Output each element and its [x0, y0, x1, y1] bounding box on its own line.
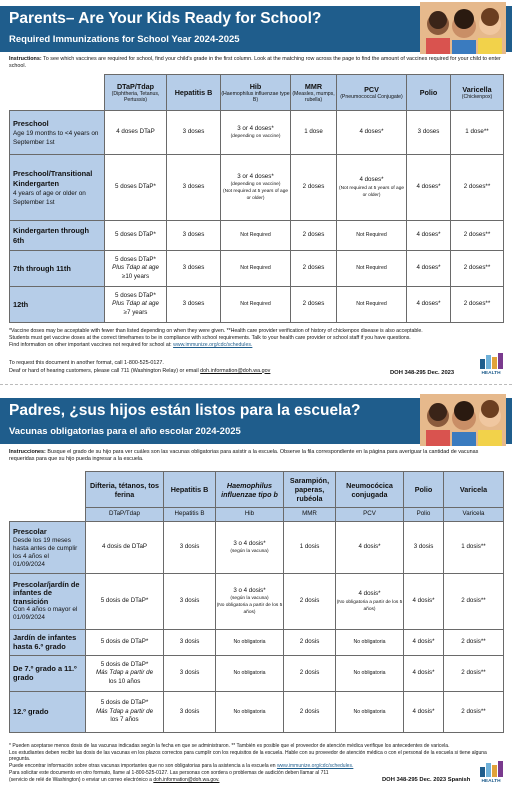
text-label: (servicio de relé de Washington) o enviar un correo electrónico a: [9, 777, 154, 783]
table-cell: 4 dosis de DTaP: [86, 522, 164, 574]
health-logo: [478, 760, 504, 784]
spanish-notes: [9, 743, 503, 769]
document-id: DOH 348-295 Dec. 2023 Spanish: [382, 777, 471, 783]
text-label: Students must get vaccine doses at the correct timeframes to be in compliance with school requirements. Talk to your health care provider or school staff if you have questions.: [9, 335, 411, 342]
text-label: Kindergarten through 6th: [13, 225, 89, 245]
table-cell: 2 dosis: [284, 630, 336, 656]
text-label: Prescolar/jardín de infantes de transición: [13, 579, 80, 606]
email-link[interactable]: doh.information@doh.wa.gov.: [153, 777, 220, 783]
table-row: [10, 574, 504, 630]
text-label: HEALTH: [481, 779, 501, 784]
table-row: [10, 221, 504, 251]
text-label: ≥7 years: [123, 308, 148, 316]
text-label: Varicela: [459, 485, 488, 494]
column-header-dtap: [86, 472, 164, 508]
english-title: Parents– Are Your Kids Ready for School?: [9, 10, 322, 27]
health-logo: [478, 352, 504, 376]
text-label: (Haemophilus influenzae type B): [221, 90, 290, 103]
text-label: Jardín de infantes hasta 6.º grado: [13, 633, 77, 651]
table-cell: No obligatoria: [216, 630, 284, 656]
table-cell: No obligatoria: [336, 656, 404, 692]
table-cell: 3 doses: [407, 111, 451, 155]
text-label: (depending on vaccine): [230, 134, 281, 140]
table-cell: 3 dosis: [164, 692, 216, 733]
table-cell: [10, 630, 86, 656]
text-label: (Measles, mumps, rubella): [292, 90, 335, 103]
table-cell: MMR: [284, 508, 336, 522]
text-label: 4 dosis*: [358, 590, 381, 598]
text-label: MMR: [304, 81, 323, 91]
table-cell: No obligatoria: [336, 692, 404, 733]
text-label: Sarampión, paperas, rubéola: [289, 476, 330, 503]
text-label: 4 years of age or older on September 1st: [13, 189, 86, 206]
table-cell: 4 doses*: [407, 287, 451, 323]
table-cell: 3 doses: [167, 221, 221, 251]
table-cell: 2 doses**: [451, 287, 504, 323]
text-label: 3 o 4 dosis*: [233, 586, 266, 594]
table-row: [10, 155, 504, 221]
text-label: DTaP/Tdap: [116, 81, 154, 91]
table-cell: 2 doses**: [451, 221, 504, 251]
english-instructions: [9, 56, 503, 70]
table-cell: Not Required: [337, 287, 407, 323]
table-cell: [86, 656, 164, 692]
table-row: [10, 656, 504, 692]
english-immunization-table: [9, 74, 504, 323]
english-footer: [9, 360, 389, 375]
divider: [0, 384, 512, 385]
english-notes: [9, 328, 503, 350]
table-cell: [10, 574, 86, 630]
table-cell: [337, 155, 407, 221]
text-label: Prescolar: [13, 526, 47, 536]
text-label: Plus Tdap at age: [112, 264, 159, 272]
table-cell: 3 dosis: [404, 522, 444, 574]
text-label: (Not required at 5 years of age or older): [222, 189, 289, 202]
text-label: Los estudiantes deben recibir las dosis de las vacunas en los plazos correctos para cumplir con los requisitos de la escuela. Hable con su proveedor de atención médica o con el personal de la escuela si tiene alguna pregunta.: [9, 749, 487, 763]
table-cell: Not Required: [337, 221, 407, 251]
column-header-mmr: [284, 472, 336, 508]
column-header-mmr: [291, 75, 337, 111]
text-label: 12.º grado: [13, 707, 49, 716]
table-cell: 2 doses: [291, 287, 337, 323]
text-label: Hib: [249, 81, 262, 91]
table-cell: [86, 692, 164, 733]
column-header-varicella: [444, 472, 504, 508]
text-label: Hepatitis B: [174, 88, 213, 97]
text-label: Polio: [419, 88, 438, 97]
text-label: HEALTH: [481, 371, 501, 376]
text-label: Preschool: [13, 118, 49, 128]
table-cell: 2 dosis**: [444, 574, 504, 630]
table-cell: 5 dosis de DTaP*: [86, 630, 164, 656]
column-header-varicella: [451, 75, 504, 111]
text-label: 5 doses DTaP*: [115, 291, 156, 299]
table-cell: 5 doses DTaP*: [105, 155, 167, 221]
table-cell: 1 dose**: [451, 111, 504, 155]
table-row: [10, 111, 504, 155]
table-cell: 5 doses DTaP*: [105, 221, 167, 251]
text-label: Deaf or hard of hearing customers, please call 711 (Washington Relay) or email: [9, 367, 201, 374]
children-photo: [420, 394, 506, 446]
english-section: [0, 0, 512, 380]
table-cell: DTaP/Tdap: [86, 508, 164, 522]
text-label: (Pneumococcal Conjugate): [340, 93, 403, 100]
text-label: To request this document in another format, call 1-800-525-0127.: [9, 360, 164, 366]
table-cell: [10, 75, 105, 111]
table-cell: Not Required: [221, 221, 291, 251]
table-cell: 4 dosis*: [336, 522, 404, 574]
table-cell: Not Required: [337, 251, 407, 287]
text-label: 5 dosis de DTaP*: [100, 660, 149, 668]
table-cell: 4 dosis*: [404, 656, 444, 692]
spanish-section: [0, 392, 512, 791]
table-cell: 3 doses: [167, 111, 221, 155]
table-cell: 2 dosis: [284, 656, 336, 692]
text-label: (según la vacuna): [230, 549, 269, 555]
table-cell: [10, 111, 105, 155]
table-cell: [10, 155, 105, 221]
text-label: Varicella: [462, 84, 492, 94]
table-cell: [10, 522, 86, 574]
table-cell: Hepatitis B: [164, 508, 216, 522]
text-label: 5 doses DTaP*: [115, 255, 156, 263]
table-cell: 4 dosis*: [404, 692, 444, 733]
table-cell: 2 doses**: [451, 155, 504, 221]
text-label: 4 doses*: [359, 176, 384, 184]
table-cell: 3 doses: [167, 155, 221, 221]
spanish-subtitle: Vacunas obligatorias para el año escolar 2024-2025: [9, 426, 241, 437]
text-label: De 7.º grado a 11.º grado: [13, 664, 77, 682]
column-header-hepb: [164, 472, 216, 508]
text-label: 3 or 4 doses*: [237, 124, 274, 132]
text-label: 3 o 4 dosis*: [233, 539, 266, 547]
text-label: 12th: [13, 299, 29, 309]
immunize-link[interactable]: www.immunize.org/cdc/schedules.: [276, 762, 354, 769]
text-label: Find information on other important vaccines not required for school at:: [9, 342, 174, 349]
column-header-pcv: [336, 472, 404, 508]
table-cell: 4 doses*: [337, 111, 407, 155]
email-link[interactable]: doh.information@doh.wa.gov: [200, 367, 271, 374]
table-cell: 5 dosis de DTaP*: [86, 574, 164, 630]
table-cell: [216, 574, 284, 630]
table-cell: 2 doses: [291, 221, 337, 251]
table-cell: 1 dose: [291, 111, 337, 155]
table-cell: 3 dosis: [164, 630, 216, 656]
table-cell: [105, 251, 167, 287]
table-row: [10, 692, 504, 733]
table-cell: [221, 111, 291, 155]
table-cell: [336, 574, 404, 630]
english-subtitle: Required Immunizations for School Year 2024-2025: [9, 34, 240, 45]
column-header-polio: [404, 472, 444, 508]
children-photo: [420, 2, 506, 54]
text-label: Más Tdap a partir de: [95, 669, 154, 677]
table-cell: 4 dosis*: [404, 630, 444, 656]
text-label: 7th through 11th: [13, 263, 71, 273]
text-label: Haemophilus influenzae tipo b: [221, 480, 278, 499]
text-label: (Chickenpox): [461, 93, 493, 100]
column-header-polio: [407, 75, 451, 111]
column-header-hib: [216, 472, 284, 508]
table-cell: [10, 656, 86, 692]
text-label: PCV: [364, 84, 379, 94]
table-cell: Not Required: [221, 287, 291, 323]
table-cell: 2 dosis**: [444, 656, 504, 692]
table-row: [10, 287, 504, 323]
text-label: los 7 años: [110, 716, 139, 724]
table-cell: Not Required: [221, 251, 291, 287]
text-label: Puede encontrar información sobre otras vacunas importantes que no son obligatorias para la asistencia a la escuela en: [9, 762, 277, 769]
table-cell: 2 dosis: [284, 574, 336, 630]
table-row: [10, 630, 504, 656]
text-label: Busque el grado de su hijo para ver cuáles son las vacunas obligatorias para asistir a la escuela. Observe la fila correspondiente en la página para averiguar la cantidad de vacunas requeridas para que su hijo pueda ingresar a la escuela.: [9, 449, 479, 463]
table-cell: [10, 692, 86, 733]
column-header-pcv: [337, 75, 407, 111]
text-label: Hepatitis B: [170, 485, 209, 494]
table-cell: 4 dosis*: [404, 574, 444, 630]
text-label: Difteria, tétanos, tos ferina: [89, 480, 160, 499]
table-cell: 1 dosis: [284, 522, 336, 574]
table-cell: 2 dosis: [284, 692, 336, 733]
text-label: los 10 años: [108, 677, 141, 685]
text-label: (No obligatoria a partir de los 5 años): [216, 603, 283, 616]
table-cell: 4 doses*: [407, 251, 451, 287]
table-header-row: [10, 75, 504, 111]
spanish-title: Padres, ¿sus hijos están listos para la escuela?: [9, 402, 361, 419]
document-id: DOH 348-295 Dec. 2023: [390, 370, 455, 376]
text-label: Instrucciones:: [9, 449, 46, 455]
table-cell: Varicela: [444, 508, 504, 522]
text-label: Polio: [414, 485, 433, 494]
text-label: Preschool/Transitional Kindergarten: [13, 168, 93, 188]
table-cell: 3 dosis: [164, 522, 216, 574]
english-banner: [0, 6, 512, 52]
text-label: Age 19 months to <4 years on September 1st: [13, 129, 99, 146]
text-label: (Diphtheria, Tetanus, Pertussis): [111, 90, 160, 103]
text-label: (Not required at 5 years of age or older): [338, 185, 405, 198]
table-cell: No obligatoria: [216, 692, 284, 733]
text-label: (depending on vaccine): [230, 182, 281, 188]
table-cell: 3 dosis: [164, 656, 216, 692]
table-row: [10, 522, 504, 574]
table-cell: PCV: [336, 508, 404, 522]
text-label: (según la vacuna): [230, 596, 269, 602]
table-cell: [10, 221, 105, 251]
spanish-footer: [9, 770, 389, 784]
table-cell: [10, 251, 105, 287]
text-label: Para solicitar este documento en otro formato, llame al 1-800-525-0127. Las personas con sordera o problemas de audición deben llamar al 711: [9, 770, 329, 776]
table-row: [10, 251, 504, 287]
column-header-dtap: [105, 75, 167, 111]
text-label: Plus Tdap at age: [112, 300, 159, 308]
table-cell: 3 dosis: [164, 574, 216, 630]
table-cell: [221, 155, 291, 221]
table-cell: 3 doses: [167, 251, 221, 287]
table-cell: Hib: [216, 508, 284, 522]
table-cell: [105, 287, 167, 323]
table-cell: 2 doses: [291, 251, 337, 287]
table-cell: 4 doses*: [407, 155, 451, 221]
text-label: To see which vaccines are required for school, find your child's grade in the first column. Look at the matching row across the page to find the amount of vaccines required for your child to enter school.: [9, 56, 501, 70]
table-header-row: [10, 472, 504, 508]
table-cell: [10, 287, 105, 323]
table-cell: [216, 522, 284, 574]
table-cell: 4 doses DTaP: [105, 111, 167, 155]
table-cell: Polio: [404, 508, 444, 522]
spanish-instructions: [9, 449, 503, 463]
text-label: 5 dosis de DTaP*: [100, 699, 149, 707]
text-label: Neumocócica conjugada: [346, 480, 393, 499]
text-label: (No obligatoria a partir de los 5 años): [336, 599, 403, 612]
table-cell: 1 dosis**: [444, 522, 504, 574]
table-abbr-row: [10, 508, 504, 522]
text-label: Desde los 19 meses hasta antes de cumplir los 4 años el 01/09/2024: [13, 536, 78, 568]
table-cell: No obligatoria: [216, 656, 284, 692]
column-header-hepb: [167, 75, 221, 111]
spanish-immunization-table: [9, 471, 504, 733]
table-cell: [10, 472, 86, 508]
immunize-link[interactable]: www.immunize.org/cdc/schedules.: [173, 342, 253, 349]
table-cell: 2 dosis**: [444, 630, 504, 656]
table-cell: [10, 508, 86, 522]
text-label: 3 or 4 doses*: [237, 172, 274, 180]
table-cell: No obligatoria: [336, 630, 404, 656]
table-cell: 2 doses: [291, 155, 337, 221]
column-header-hib: [221, 75, 291, 111]
text-label: Con 4 años o mayor el 01/09/2024: [13, 606, 78, 622]
table-cell: 2 doses**: [451, 251, 504, 287]
table-cell: 3 doses: [167, 287, 221, 323]
table-cell: 4 doses*: [407, 221, 451, 251]
text-label: ≥10 years: [121, 272, 150, 280]
text-label: Instructions:: [9, 56, 42, 62]
text-label: *Vaccine doses may be acceptable with fewer than listed depending on when they were given. **Health care provider verification of history of chickenpox disease is also acceptable.: [9, 328, 423, 334]
text-label: * Pueden aceptarse menos dosis de las vacunas indicadas según la fecha en que se administraron. ** También es posible que el proveedor de atención médica verifique los antecedentes de varicela.: [9, 743, 450, 749]
table-cell: 2 dosis**: [444, 692, 504, 733]
spanish-banner: [0, 398, 512, 444]
text-label: Más Tdap a partir de: [95, 707, 154, 715]
